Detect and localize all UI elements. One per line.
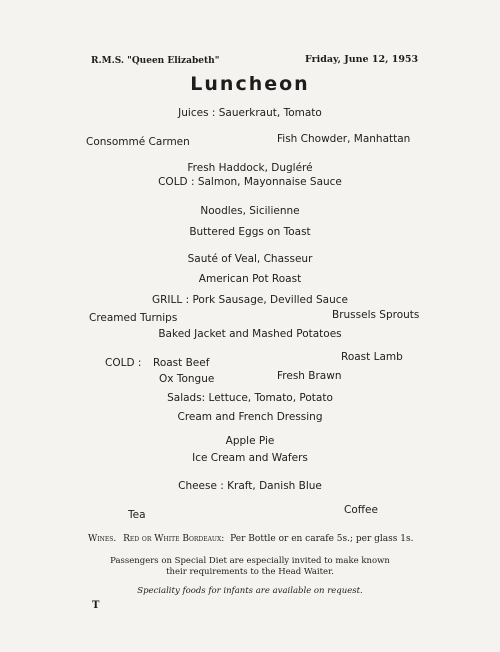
- soup-consomme: Consommé Carmen: [86, 136, 190, 148]
- dessert-apple-pie: Apple Pie: [225, 435, 275, 447]
- cold-label: COLD :: [105, 357, 142, 369]
- dressing-line: Cream and French Dressing: [177, 411, 323, 423]
- grill-line: GRILL : Pork Sausage, Devilled Sauce: [152, 294, 348, 306]
- cold-roast-beef: Roast Beef: [153, 357, 210, 369]
- eggs-line: Buttered Eggs on Toast: [189, 226, 311, 238]
- dessert-ice-cream: Ice Cream and Wafers: [192, 452, 308, 464]
- pasta-noodles: Noodles, Sicilienne: [200, 205, 300, 217]
- veg-sprouts: Brussels Sprouts: [332, 309, 420, 321]
- tea-item: Tea: [128, 509, 146, 521]
- coffee-item: Coffee: [344, 504, 378, 516]
- infants-note: Speciality foods for infants are available on request.: [137, 586, 363, 596]
- menu-date: Friday, June 12, 1953: [305, 54, 419, 65]
- wines-price: Per Bottle or en carafe 5s.; per glass 1s.: [230, 534, 414, 544]
- veg-turnips: Creamed Turnips: [89, 312, 178, 324]
- ship-name: R.M.S. "Queen Elizabeth": [91, 56, 220, 66]
- page-mark: T: [92, 600, 100, 611]
- salads-line: Salads: Lettuce, Tomato, Potato: [167, 392, 333, 404]
- veal-line: Sauté of Veal, Chasseur: [187, 253, 313, 265]
- potatoes-line: Baked Jacket and Mashed Potatoes: [158, 328, 342, 340]
- diet-note-line1: Passengers on Special Diet are especially invited to make known: [110, 556, 390, 566]
- cold-ox-tongue: Ox Tongue: [159, 373, 215, 385]
- pot-roast-line: American Pot Roast: [198, 273, 302, 285]
- wines-label: Wines.: [88, 534, 117, 544]
- diet-note-line2: their requirements to the Head Waiter.: [166, 567, 334, 577]
- wines-line: [88, 535, 413, 544]
- soup-chowder: Fish Chowder, Manhattan: [277, 133, 411, 145]
- juices-line: Juices : Sauerkraut, Tomato: [178, 107, 322, 119]
- cold-fresh-brawn: Fresh Brawn: [277, 370, 342, 382]
- wines-type: Red or White Bordeaux:: [123, 534, 225, 544]
- fish-haddock: Fresh Haddock, Dugléré: [187, 162, 313, 174]
- menu-title: Luncheon: [190, 73, 310, 95]
- cheese-line: Cheese : Kraft, Danish Blue: [178, 480, 322, 492]
- cold-roast-lamb: Roast Lamb: [341, 351, 403, 363]
- fish-cold: COLD : Salmon, Mayonnaise Sauce: [158, 176, 342, 188]
